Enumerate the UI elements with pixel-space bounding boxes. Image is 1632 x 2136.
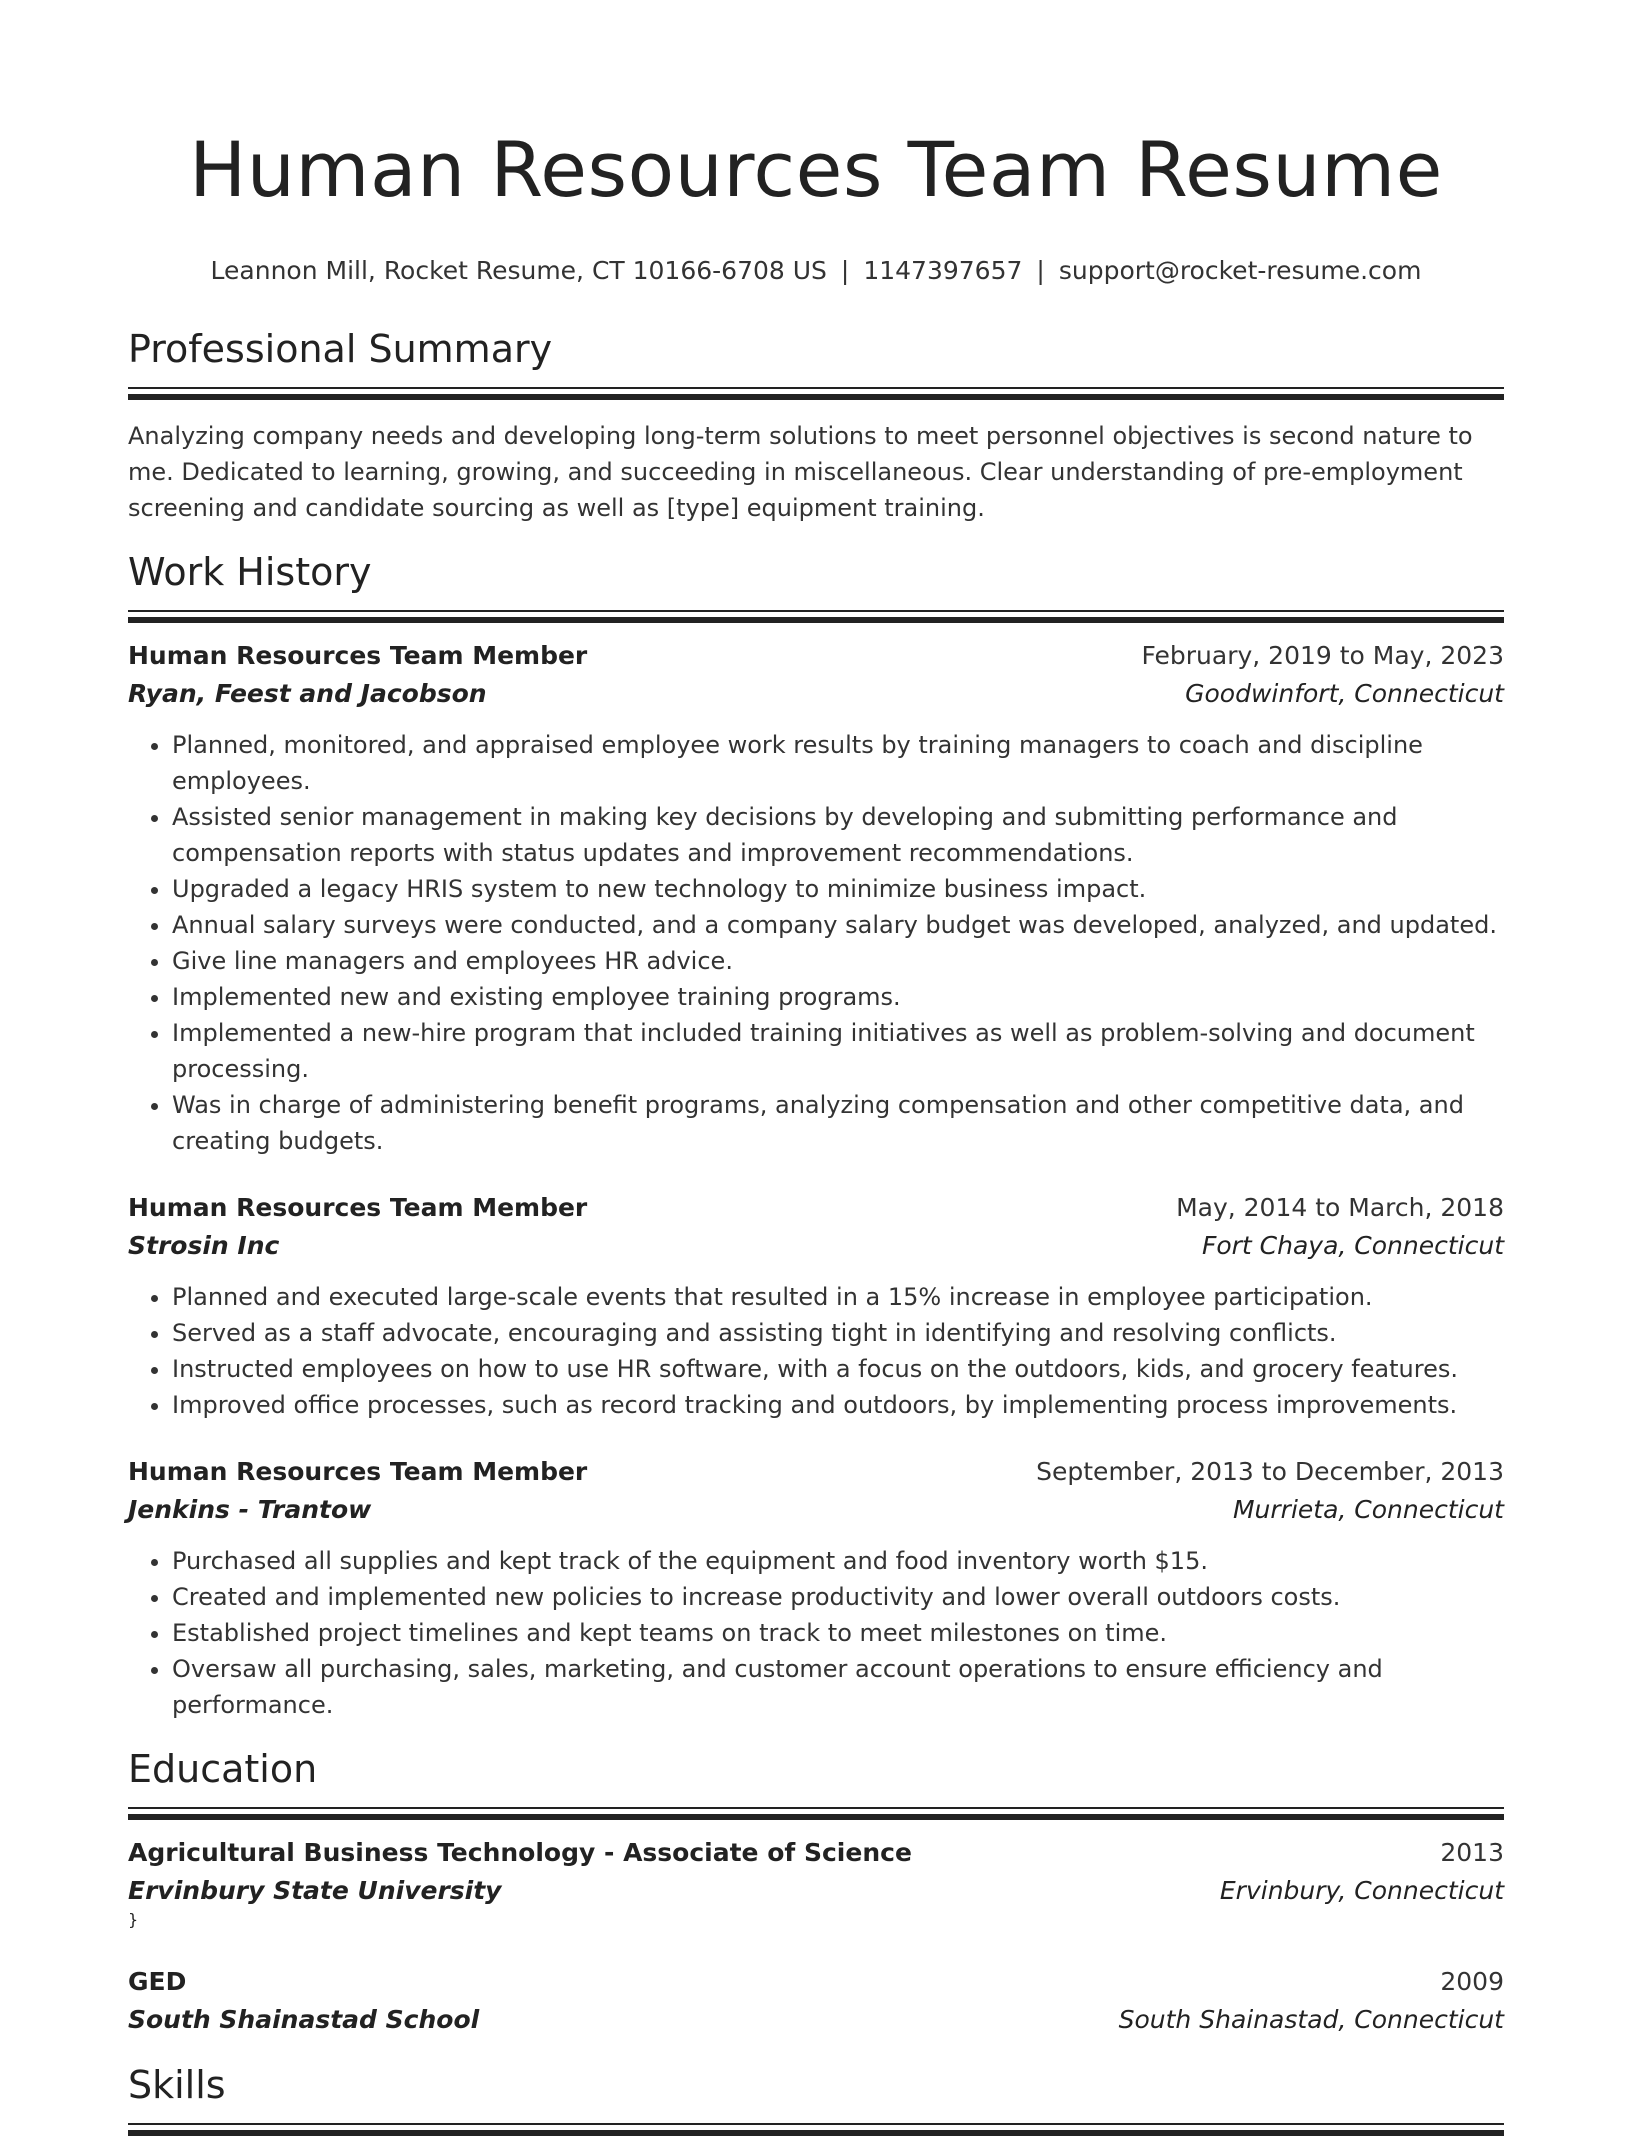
- list-item: • Upgraded a legacy HRIS system to new technology to minimize business impact.: [172, 871, 1504, 907]
- school-location: South Shainastad, Connecticut: [1118, 2005, 1504, 2034]
- education-section: [128, 1745, 1504, 2039]
- job-entry: [128, 637, 1504, 1159]
- section-rule-thick: [128, 394, 1504, 400]
- list-item: • Established project timelines and kept teams on track to meet milestones on time.: [172, 1615, 1504, 1651]
- education-entry: Agricultural Business Technology - Associate of Science 2013 Ervinbury State University Ervinbury, Connecticut }: [128, 1834, 1504, 1929]
- education-school-row: [128, 1872, 1504, 1910]
- degree: Agricultural Business Technology - Associate of Science: [128, 1838, 912, 1867]
- section-heading: Professional Summary: [128, 327, 553, 371]
- list-item: • Give line managers and employees HR advice.: [172, 943, 1504, 979]
- resume-page: [128, 0, 1504, 2136]
- list-item: • Oversaw all purchasing, sales, marketing, and customer account operations to ensure efficiency and performance.: [172, 1651, 1504, 1723]
- resume-title: Human Resources Team Resume: [189, 125, 1443, 214]
- job-entry: [128, 1453, 1504, 1723]
- job-dates: September, 2013 to December, 2013: [1036, 1457, 1504, 1486]
- section-rule-thick: [128, 2130, 1504, 2136]
- job-location: Murrieta, Connecticut: [1232, 1495, 1504, 1524]
- skills-section: [128, 2061, 1504, 2136]
- job-bullets: [128, 727, 1504, 1159]
- job-title: Human Resources Team Member: [128, 641, 588, 670]
- job-header-row: [128, 1453, 1504, 1491]
- contact-address: Leannon Mill, Rocket Resume, CT 10166-6708 US: [210, 256, 827, 285]
- list-item: • Planned and executed large-scale events that resulted in a 15% increase in employee participation.: [172, 1279, 1504, 1315]
- job-dates: May, 2014 to March, 2018: [1176, 1193, 1504, 1222]
- contact-email[interactable]: support@rocket-resume.com: [1058, 256, 1422, 285]
- list-item: • Served as a staff advocate, encouraging and assisting tight in identifying and resolving conflicts.: [172, 1315, 1504, 1351]
- section-heading: Education: [128, 1747, 318, 1791]
- job-bullets: [128, 1279, 1504, 1423]
- job-company: Ryan, Feest and Jacobson: [128, 679, 487, 708]
- graduation-year: 2013: [1440, 1838, 1504, 1867]
- job-title: Human Resources Team Member: [128, 1457, 588, 1486]
- job-location: Fort Chaya, Connecticut: [1201, 1231, 1504, 1260]
- job-header-row: [128, 637, 1504, 675]
- job-entry: [128, 1189, 1504, 1423]
- section-rule-thick: [128, 617, 1504, 623]
- job-location: Goodwinfort, Connecticut: [1185, 679, 1504, 708]
- list-item: • Annual salary surveys were conducted, and a company salary budget was developed, analyzed, and updated.: [172, 907, 1504, 943]
- section-rule: [128, 387, 1504, 389]
- list-item: • Assisted senior management in making key decisions by developing and submitting performance and compensation reports with status updates and improvement recommendations.: [172, 799, 1504, 871]
- list-item: • Implemented a new-hire program that included training initiatives as well as problem-solving and document processing.: [172, 1015, 1504, 1087]
- job-company-row: [128, 675, 1504, 713]
- education-header-row: [128, 1834, 1504, 1872]
- contact-separator: |: [840, 256, 850, 285]
- summary-section: [128, 325, 1504, 526]
- summary-text: Analyzing company needs and developing long-term solutions to meet personnel objectives is second nature to me. Dedicated to learning, growing, and succeeding in miscellaneous. Clear understanding of pre-employment screening and candidate sourcing as well as [type] equipment training.: [128, 422, 1473, 522]
- job-bullets: [128, 1543, 1504, 1723]
- job-company: Jenkins - Trantow: [128, 1495, 372, 1524]
- job-company-row: [128, 1227, 1504, 1265]
- section-rule: [128, 610, 1504, 612]
- work-history-section: [128, 548, 1504, 1723]
- list-item: • Implemented new and existing employee training programs.: [172, 979, 1504, 1015]
- list-item: • Improved office processes, such as record tracking and outdoors, by implementing process improvements.: [172, 1387, 1504, 1423]
- list-item: • Was in charge of administering benefit programs, analyzing compensation and other competitive data, and creating budgets.: [172, 1087, 1504, 1159]
- school-name: Ervinbury State University: [128, 1876, 502, 1905]
- list-item: • Planned, monitored, and appraised employee work results by training managers to coach and discipline employees.: [172, 727, 1504, 799]
- contact-line: [128, 256, 1504, 285]
- contact-phone: 1147397657: [863, 256, 1023, 285]
- job-company: Strosin Inc: [128, 1231, 280, 1260]
- job-title: Human Resources Team Member: [128, 1193, 588, 1222]
- education-header-row: [128, 1963, 1504, 2001]
- section-heading: Work History: [128, 550, 372, 594]
- section-rule-thick: [128, 1814, 1504, 1820]
- school-location: Ervinbury, Connecticut: [1219, 1876, 1504, 1905]
- section-rule: [128, 2123, 1504, 2125]
- contact-separator: |: [1036, 256, 1045, 285]
- degree: GED: [128, 1967, 187, 1996]
- list-item: • Purchased all supplies and kept track of the equipment and food inventory worth $15.: [172, 1543, 1504, 1579]
- graduation-year: 2009: [1440, 1967, 1504, 1996]
- school-name: South Shainastad School: [128, 2005, 480, 2034]
- education-entry: [128, 1963, 1504, 2039]
- list-item: • Instructed employees on how to use HR software, with a focus on the outdoors, kids, and grocery features.: [172, 1351, 1504, 1387]
- list-item: • Created and implemented new policies to increase productivity and lower overall outdoors costs.: [172, 1579, 1504, 1615]
- section-rule: [128, 1807, 1504, 1809]
- job-company-row: [128, 1491, 1504, 1529]
- section-heading: Skills: [128, 2063, 226, 2107]
- job-header-row: [128, 1189, 1504, 1227]
- education-school-row: [128, 2001, 1504, 2039]
- job-dates: February, 2019 to May, 2023: [1141, 641, 1504, 670]
